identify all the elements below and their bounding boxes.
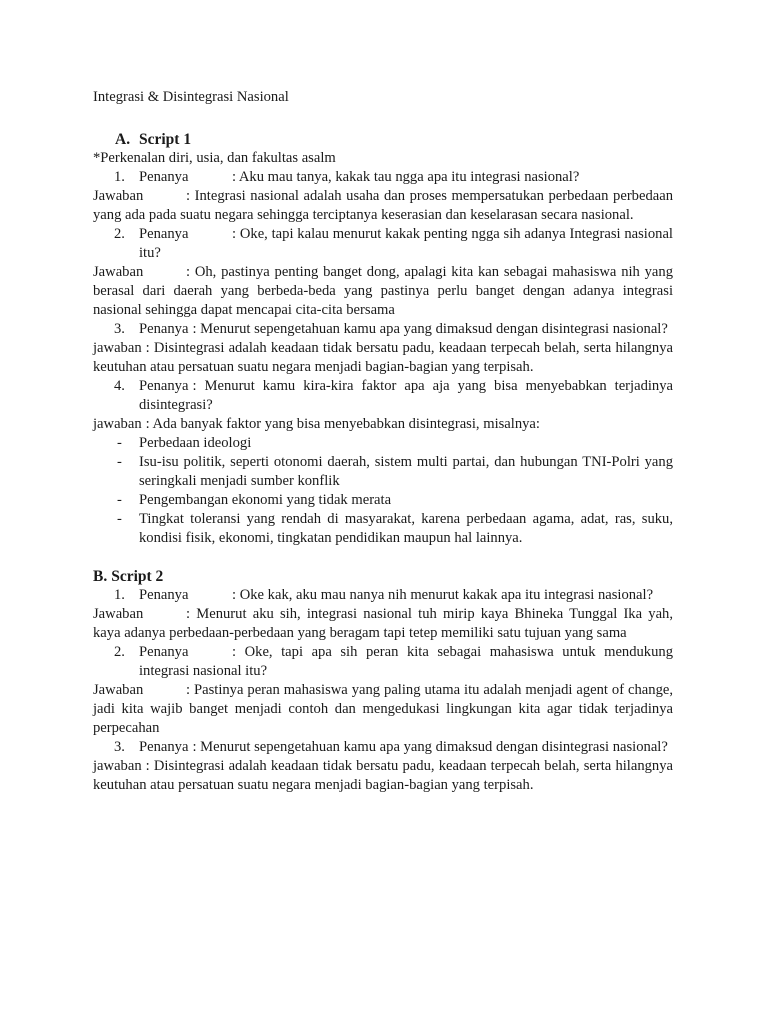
question-item	[93, 377, 673, 415]
list-item-text: Tingkat toleransi yang rendah di masyarakat, karena perbedaan agama, adat, ras, suku, kondisi fisik, ekonomi, tingkatan pendidikan maupun hal lainnya.	[139, 511, 673, 546]
question-text: : Oke, tapi apa sih peran kita sebagai mahasiswa untuk mendukung integrasi nasional itu?	[139, 644, 673, 679]
document-title: Integrasi & Disintegrasi Nasional	[93, 89, 289, 105]
question-text: : Aku mau tanya, kakak tau ngga apa itu integrasi nasional?	[232, 169, 580, 185]
question-text: : Oke kak, aku mau nanya nih menurut kakak apa itu integrasi nasional?	[232, 587, 654, 603]
question-item	[93, 320, 673, 339]
question-role: Penanya	[139, 321, 189, 337]
section-a-heading	[93, 130, 673, 149]
section-b-heading	[93, 567, 673, 586]
section-spacer	[93, 548, 673, 567]
section-a-title: Script 1	[139, 131, 192, 148]
question-item	[93, 225, 673, 263]
list-item-text: Isu-isu politik, seperti otonomi daerah, sistem multi partai, dan hubungan TNI-Polri yang seringkali menjadi sumber konflik	[139, 454, 673, 489]
answer-role: Jawaban	[93, 606, 144, 622]
answer-text: : Disintegrasi adalah keadaan tidak bersatu padu, keadaan terpecah belah, serta hilangnya keutuhan atau persatuan suatu negara menjadi bagian-bagian yang terpisah.	[93, 340, 673, 375]
answer-item	[93, 415, 673, 434]
answer-item	[93, 187, 673, 225]
list-item	[93, 434, 673, 453]
answer-text: : Disintegrasi adalah keadaan tidak bersatu padu, keadaan terpecah belah, serta hilangnya keutuhan atau persatuan suatu negara menjadi bagian-bagian yang terpisah.	[93, 758, 673, 793]
section-b-letter: B.	[93, 568, 108, 585]
question-item	[93, 643, 673, 681]
bullet-dash: -	[117, 435, 122, 451]
answer-item	[93, 605, 673, 643]
question-text: : Oke, tapi kalau menurut kakak penting ngga sih adanya Integrasi nasional itu?	[139, 226, 673, 261]
section-a-intro: *Perkenalan diri, usia, dan fakultas asalm	[93, 150, 336, 166]
question-text: : Menurut kamu kira-kira faktor apa aja yang bisa menyebabkan terjadinya disintegrasi?	[139, 378, 673, 413]
section-b-title: Script 2	[111, 568, 164, 585]
question-number: 2.	[114, 226, 125, 242]
list-item	[93, 491, 673, 510]
question-text: : Menurut sepengetahuan kamu apa yang dimaksud dengan disintegrasi nasional?	[192, 739, 668, 755]
list-item	[93, 510, 673, 548]
question-text: : Menurut sepengetahuan kamu apa yang dimaksud dengan disintegrasi nasional?	[192, 321, 668, 337]
answer-item	[93, 339, 673, 377]
list-item	[93, 453, 673, 491]
answer-role: Jawaban	[93, 188, 144, 204]
question-number: 2.	[114, 644, 125, 660]
answer-role: jawaban	[93, 758, 142, 774]
answer-text: : Ada banyak faktor yang bisa menyebabkan disintegrasi, misalnya:	[145, 416, 540, 432]
answer-item	[93, 681, 673, 738]
question-item	[93, 168, 673, 187]
bullet-dash: -	[117, 492, 122, 508]
section-a-letter: A.	[115, 131, 131, 148]
list-item-text: Perbedaan ideologi	[139, 435, 252, 451]
answer-role: jawaban	[93, 416, 142, 432]
question-number: 1.	[114, 587, 125, 603]
answer-text: : Integrasi nasional adalah usaha dan proses mempersatukan perbedaan perbedaan yang ada pada suatu negara sehingga terciptanya keserasian dan keselarasan secara nasional.	[93, 188, 673, 223]
list-item-text: Pengembangan ekonomi yang tidak merata	[139, 492, 392, 508]
answer-text: : Menurut aku sih, integrasi nasional tuh mirip kaya Bhineka Tunggal Ika yah, kaya adanya perbedaan-perbedaan yang beragam tapi tetep memiliki satu tujuan yang sama	[93, 606, 673, 641]
question-role: Penanya	[139, 169, 189, 185]
bullet-dash: -	[117, 454, 122, 470]
answer-role: Jawaban	[93, 682, 144, 698]
answer-text: : Pastinya peran mahasiswa yang paling utama itu adalah menjadi agent of change, jadi kita wajib banget menjadi contoh dan mengedukasi lingkungan kita agar tidak terjadinya perpecahan	[93, 682, 673, 736]
answer-item	[93, 263, 673, 320]
factor-list	[93, 434, 673, 548]
document-body	[93, 88, 673, 795]
question-role: Penanya	[139, 587, 189, 603]
question-number: 4.	[114, 378, 125, 394]
question-role: Penanya	[139, 378, 189, 394]
answer-role: jawaban	[93, 340, 142, 356]
answer-text: : Oh, pastinya penting banget dong, apalagi kita kan sebagai mahasiswa nih yang berasal dari daerah yang berbeda-beda yang pastinya perlu banget dengan adanya integrasi nasional sehingga dapat mencapai cita-cita bersama	[93, 264, 673, 318]
question-role: Penanya	[139, 226, 189, 242]
bullet-dash: -	[117, 511, 122, 527]
answer-role: Jawaban	[93, 264, 144, 280]
question-number: 3.	[114, 739, 125, 755]
question-role: Penanya	[139, 739, 189, 755]
question-number: 1.	[114, 169, 125, 185]
question-role: Penanya	[139, 644, 189, 660]
question-item	[93, 738, 673, 757]
answer-item	[93, 757, 673, 795]
question-item	[93, 586, 673, 605]
question-number: 3.	[114, 321, 125, 337]
